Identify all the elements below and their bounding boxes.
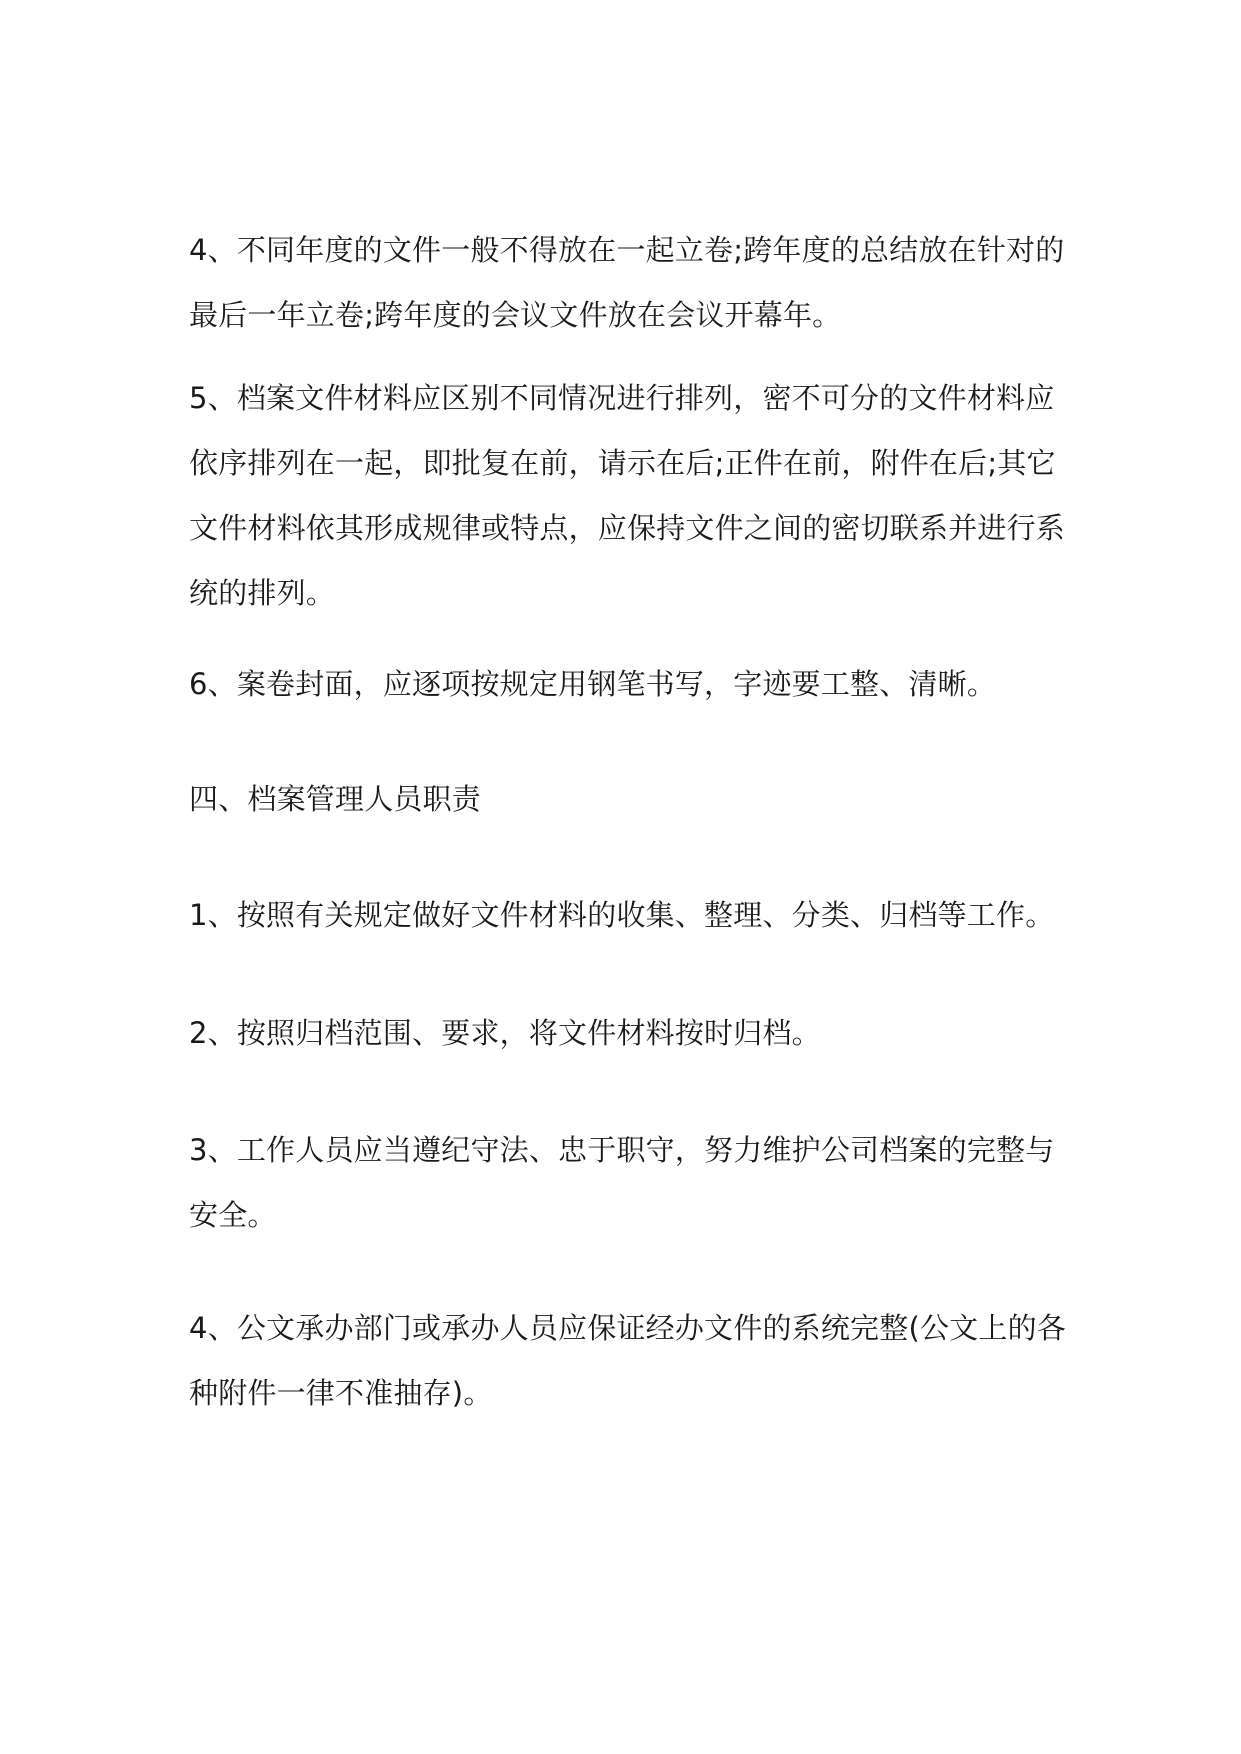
paragraph-duty-1-collection xyxy=(189,883,1059,948)
paragraph-line: 文件材料依其形成规律或特点，应保持文件之间的密切联系并进行系 xyxy=(189,511,1066,545)
paragraph-line: 4、不同年度的文件一般不得放在一起立卷;跨年度的总结放在针对的 xyxy=(189,233,1065,267)
section-heading-staff-duties xyxy=(189,767,1059,832)
section-heading: 四、档案管理人员职责 xyxy=(189,782,482,816)
paragraph-line: 统的排列。 xyxy=(189,576,336,610)
paragraph-line: 最后一年立卷;跨年度的会议文件放在会议开幕年。 xyxy=(189,298,842,332)
paragraph-rule-4-year-filing xyxy=(189,218,1065,348)
paragraph-line: 2、按照归档范围、要求，将文件材料按时归档。 xyxy=(189,1016,821,1050)
paragraph-duty-2-archiving xyxy=(189,1001,1059,1066)
paragraph-line: 种附件一律不准抽存)。 xyxy=(189,1376,493,1410)
paragraph-line: 1、按照有关规定做好文件材料的收集、整理、分类、归档等工作。 xyxy=(189,898,1055,932)
paragraph-rule-5-ordering xyxy=(189,366,1066,626)
paragraph-line: 5、档案文件材料应区别不同情况进行排列，密不可分的文件材料应 xyxy=(189,381,1055,415)
paragraph-rule-6-cover xyxy=(189,652,1059,717)
paragraph-line: 3、工作人员应当遵纪守法、忠于职守，努力维护公司档案的完整与 xyxy=(189,1133,1055,1167)
paragraph-line: 安全。 xyxy=(189,1198,277,1232)
paragraph-duty-4-completeness xyxy=(189,1296,1066,1426)
paragraph-line: 4、公文承办部门或承办人员应保证经办文件的系统完整(公文上的各 xyxy=(189,1311,1066,1345)
paragraph-line: 6、案卷封面，应逐项按规定用钢笔书写，字迹要工整、清晰。 xyxy=(189,667,997,701)
paragraph-line: 依序排列在一起，即批复在前，请示在后;正件在前，附件在后;其它 xyxy=(189,446,1056,480)
paragraph-duty-3-integrity xyxy=(189,1118,1059,1248)
